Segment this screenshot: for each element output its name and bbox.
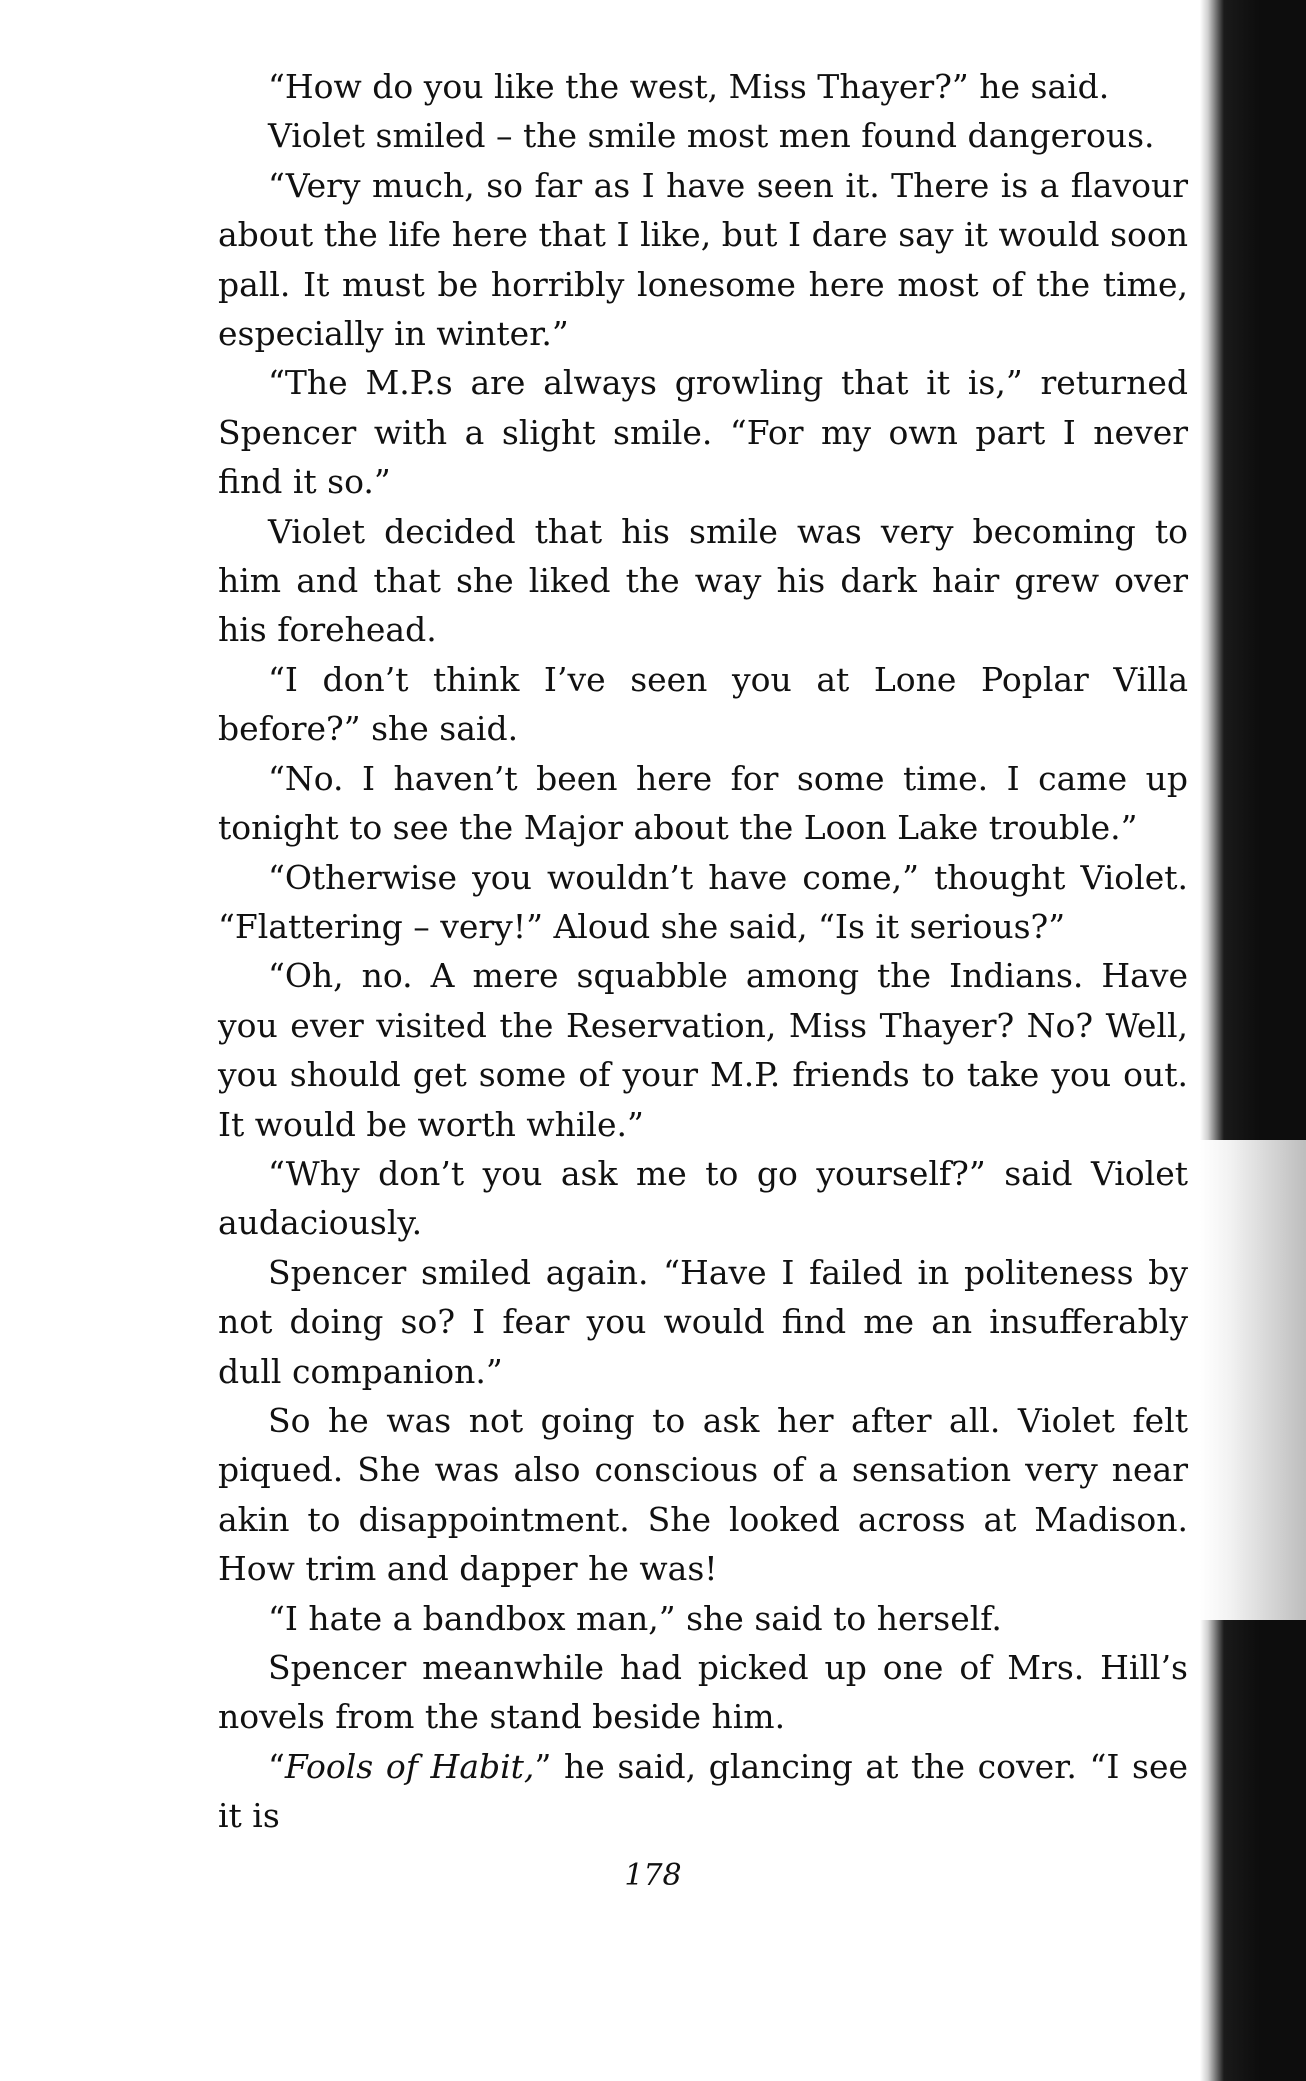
page-number: 178 bbox=[624, 1858, 682, 1893]
paragraph: “Very much, so far as I have seen it. There is a flavour about the life here that I like, but I dare say it would soon pall. It must be horribly lonesome here most of the time, especially in winter.” bbox=[218, 165, 1188, 354]
paragraph: Spencer meanwhile had picked up one of Mrs. Hill’s novels from the stand beside him. bbox=[218, 1648, 1188, 1737]
paragraph: “Oh, no. A mere squabble among the Indians. Have you ever visited the Reservation, Miss Thayer? No? Well, you should get some of your M.P. friends to take you out. It would be worth while.” bbox=[218, 956, 1188, 1144]
paragraph: “Otherwise you wouldn’t have come,” thought Violet. “Flattering – very!” Aloud she said, “Is it serious?” bbox=[218, 857, 1188, 946]
paragraph: “I don’t think I’ve seen you at Lone Poplar Villa before?” she said. bbox=[218, 659, 1188, 749]
paragraph: Violet decided that his smile was very becoming to him and that she liked the way his dark hair grew over his forehead. bbox=[218, 511, 1188, 650]
body-text bbox=[218, 62, 1188, 1841]
paragraph: “The M.P.s are always growling that it is,” returned Spencer with a slight smile. “For my own part I never find it so.” bbox=[218, 363, 1188, 502]
paragraph: Violet smiled – the smile most men found dangerous. bbox=[268, 116, 1155, 156]
paragraph-rest: ” he said, glancing at the cover. “I see it is bbox=[218, 1746, 1188, 1836]
open-quote: “ bbox=[268, 1746, 285, 1786]
book-title-italic: Fools of Habit, bbox=[284, 1746, 535, 1786]
paragraph: “Why don’t you ask me to go yourself?” said Violet audaciously. bbox=[218, 1153, 1188, 1243]
paragraph: “How do you like the west, Miss Thayer?” he said. bbox=[268, 67, 1110, 106]
scan-shadow-fade bbox=[1200, 1140, 1306, 1620]
paragraph: “No. I haven’t been here for some time. I came up tonight to see the Major about the Loon Lake trouble.” bbox=[218, 758, 1188, 848]
paragraph: “I hate a bandbox man,” she said to herself. bbox=[268, 1598, 1002, 1638]
paragraph: Spencer smiled again. “Have I failed in politeness by not doing so? I fear you would find me an insufferably dull companion.” bbox=[218, 1252, 1188, 1391]
scan-shadow-edge bbox=[1200, 0, 1306, 2081]
paragraph: So he was not going to ask her after all. Violet felt piqued. She was also conscious of a sensation very near akin to disappointment. She looked across at Madison. How trim and dapper he was! bbox=[218, 1400, 1188, 1589]
paragraph-last bbox=[218, 1742, 1188, 1841]
